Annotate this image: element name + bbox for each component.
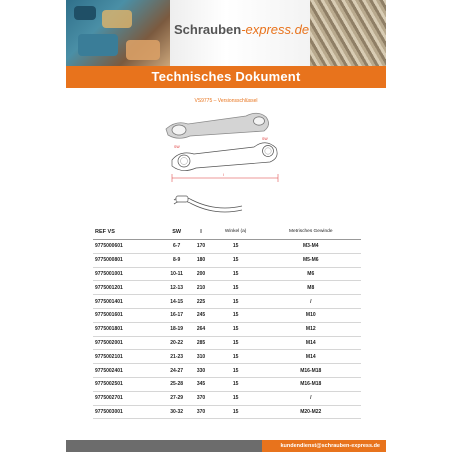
- sw-label-right: SW: [262, 137, 268, 141]
- col-header-angle: Winkel (a): [211, 224, 261, 240]
- cell-thread: M12: [261, 322, 361, 336]
- cell-sw: 27-29: [162, 391, 192, 405]
- cell-sw: 24-27: [162, 364, 192, 378]
- cell-sw: 25-28: [162, 377, 192, 391]
- cell-ref: 9775001001: [93, 267, 162, 281]
- wrench-photo: [166, 113, 269, 138]
- cell-thread: M20-M22: [261, 405, 361, 419]
- table-row: [93, 253, 361, 267]
- cell-sw: 30-32: [162, 405, 192, 419]
- screws-photo: [310, 0, 386, 66]
- cell-length: 200: [191, 267, 210, 281]
- cell-angle: 15: [211, 377, 261, 391]
- col-header-sw: SW: [162, 224, 192, 240]
- cell-sw: 8-9: [162, 253, 192, 267]
- cell-length: 170: [191, 240, 210, 254]
- cell-angle: 15: [211, 391, 261, 405]
- cell-length: 225: [191, 295, 210, 309]
- cell-angle: 15: [211, 336, 261, 350]
- wrench-drawing: [66, 104, 386, 220]
- footer-text-layer: [66, 440, 386, 452]
- specification-table: [93, 224, 361, 419]
- cell-ref: 9775001801: [93, 322, 162, 336]
- cell-thread: M14: [261, 336, 361, 350]
- cell-length: 310: [191, 350, 210, 364]
- cell-ref: 9775003001: [93, 405, 162, 419]
- table-row: [93, 350, 361, 364]
- cell-ref: 9775002401: [93, 364, 162, 378]
- logo-text-accent: -express.de: [241, 22, 310, 37]
- cell-thread: M8: [261, 281, 361, 295]
- col-header-ref: REF VS: [93, 224, 162, 240]
- col-header-thread: Metrisches Gewinde: [261, 224, 361, 240]
- cell-thread: /: [261, 295, 361, 309]
- cell-angle: 15: [211, 267, 261, 281]
- title-bar: [66, 66, 386, 88]
- cell-sw: 20-22: [162, 336, 192, 350]
- table-header-row: [93, 224, 361, 240]
- cell-ref: 9775002701: [93, 391, 162, 405]
- cell-length: 345: [191, 377, 210, 391]
- table-row: [93, 336, 361, 350]
- cell-sw: 18-19: [162, 322, 192, 336]
- cell-length: 330: [191, 364, 210, 378]
- sw-label-left: SW: [174, 145, 180, 149]
- wrench-technical-drawing: [172, 143, 278, 182]
- table-row: [93, 322, 361, 336]
- col-header-length: l: [191, 224, 210, 240]
- cell-angle: 15: [211, 295, 261, 309]
- cell-length: 210: [191, 281, 210, 295]
- table-row: [93, 295, 361, 309]
- document-title: Technisches Dokument: [151, 69, 301, 84]
- cell-thread: M16-M18: [261, 364, 361, 378]
- table-row: [93, 308, 361, 322]
- cell-ref: 9775001401: [93, 295, 162, 309]
- cell-thread: M10: [261, 308, 361, 322]
- cell-thread: M14: [261, 350, 361, 364]
- cell-sw: 16-17: [162, 308, 192, 322]
- cell-sw: 21-23: [162, 350, 192, 364]
- table-row: [93, 240, 361, 254]
- table-row: [93, 391, 361, 405]
- wrench-side-view: [174, 196, 242, 212]
- cell-sw: 6-7: [162, 240, 192, 254]
- cell-ref: 9775002501: [93, 377, 162, 391]
- cell-length: 370: [191, 405, 210, 419]
- table-row: [93, 405, 361, 419]
- logo-text-main: Schrauben: [174, 22, 242, 37]
- product-subtitle: VS9775 – Versionsschlüssel: [194, 98, 258, 104]
- cell-length: 245: [191, 308, 210, 322]
- cell-thread: M5-M6: [261, 253, 361, 267]
- cell-angle: 15: [211, 322, 261, 336]
- header-banner: [66, 0, 386, 66]
- cell-angle: 15: [211, 253, 261, 267]
- cell-thread: /: [261, 391, 361, 405]
- cell-length: 180: [191, 253, 210, 267]
- cell-ref: 9775001201: [93, 281, 162, 295]
- cell-sw: 10-11: [162, 267, 192, 281]
- cell-sw: 14-15: [162, 295, 192, 309]
- cell-ref: 9775000801: [93, 253, 162, 267]
- cell-thread: M6: [261, 267, 361, 281]
- brand-logo[interactable]: [174, 22, 309, 37]
- cell-length: 370: [191, 391, 210, 405]
- cell-ref: 9775001601: [93, 308, 162, 322]
- cell-angle: 15: [211, 405, 261, 419]
- length-label: l: [223, 173, 224, 177]
- cell-angle: 15: [211, 281, 261, 295]
- table-row: [93, 281, 361, 295]
- cell-length: 264: [191, 322, 210, 336]
- cell-angle: 15: [211, 240, 261, 254]
- table-row: [93, 364, 361, 378]
- document-page: [66, 0, 386, 452]
- cell-angle: 15: [211, 350, 261, 364]
- table-body: [93, 240, 361, 419]
- table-row: [93, 267, 361, 281]
- support-email-link[interactable]: kundendienst@schrauben-express.de: [280, 443, 380, 449]
- cell-angle: 15: [211, 308, 261, 322]
- cell-ref: 9775002001: [93, 336, 162, 350]
- cell-length: 285: [191, 336, 210, 350]
- cell-sw: 12-13: [162, 281, 192, 295]
- workshop-photo: [66, 0, 170, 66]
- cell-ref: 9775002101: [93, 350, 162, 364]
- cell-thread: M3-M4: [261, 240, 361, 254]
- table-row: [93, 377, 361, 391]
- cell-angle: 15: [211, 364, 261, 378]
- cell-ref: 9775000601: [93, 240, 162, 254]
- cell-thread: M16-M18: [261, 377, 361, 391]
